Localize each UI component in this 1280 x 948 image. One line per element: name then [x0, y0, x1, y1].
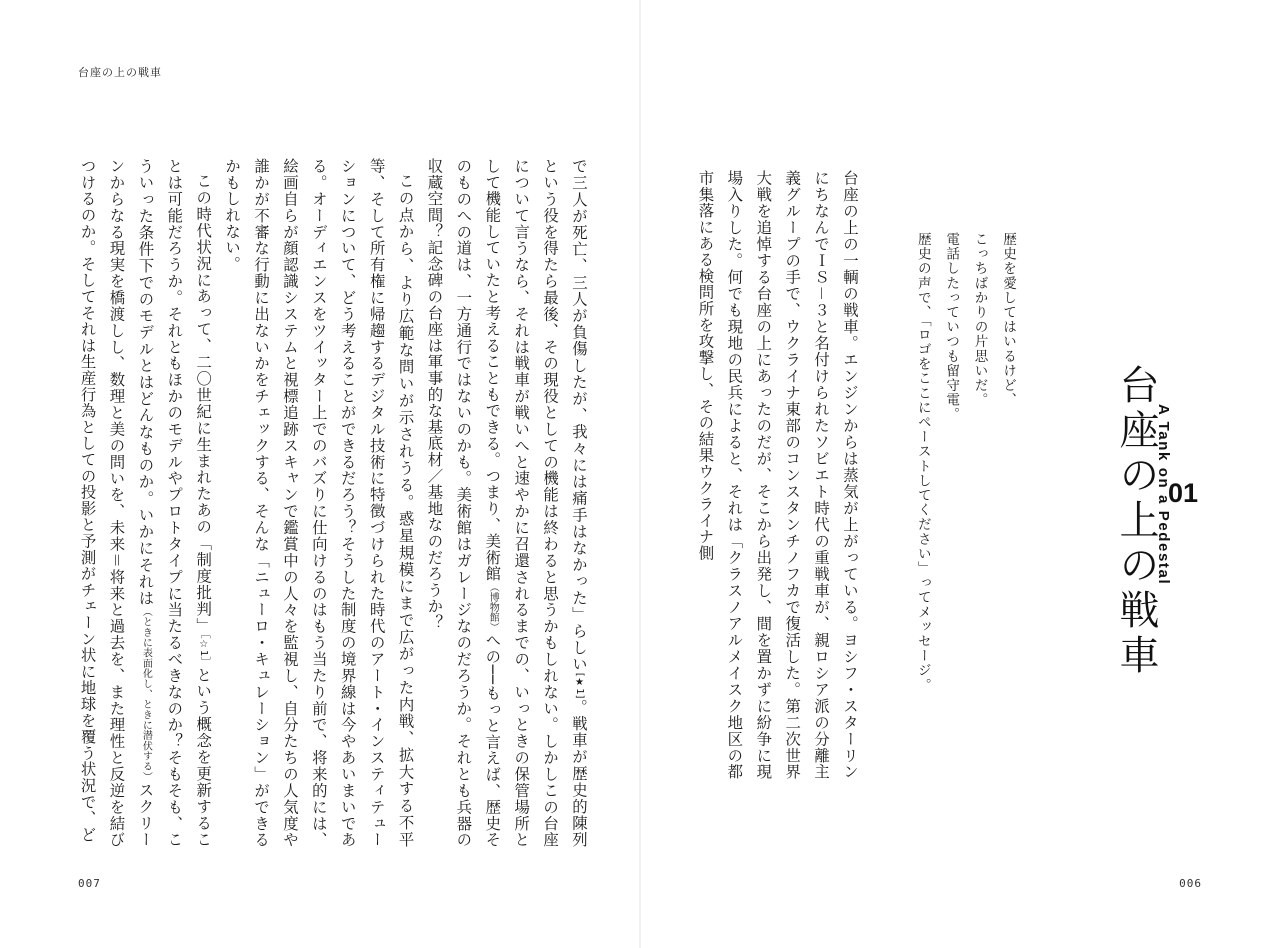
epigraph-line: こっちばかりの片思いだ。	[971, 232, 988, 408]
running-head: 台座の上の戦車	[78, 66, 162, 79]
page-number-right: 006	[1179, 877, 1202, 890]
epigraph-line: 電話したっていつも留守電。	[943, 232, 960, 422]
paragraph-2: この点から、より広範な問いが示されうる。惑星規模にまで広がった内戦、拡大する不平等、そして所有権に帰趨するデジタル技術に特徴づけられた時代のアート・インスティテューションについて、どう考えることができるだろう？そうした制度の境界線は今やあいまいである。オーディエンスをツイッター上でのバズりに仕向けるのはもう当たり前で、将来的には、絵画自らが顔認識システムと視標追跡スキャンで鑑賞中の人々を監視し、自分たちの人気度や誰かが不審な行動に出ないかをチェックする、そんな「ニューロ・キュレーション」ができるかもしれない。	[223, 158, 415, 848]
paragraph-3: この時代状況にあって、二〇世紀に生まれたあの「制度批判」［☆1］という概念を更新することは可能だろうか。それともほかのモデルやプロトタイプに当たるべきなのか？そもそも、こういった条件下でのモデルとはどんなものか。いかにそれは（ときに表面化し、ときに潜伏する）スクリーンからなる現実を橋渡しし、数理と美の問いを、未来＝将来と過去を、また理性と反逆を結びつけるのか。そしてそれは生産行為としての投影と予測がチェーン状に地球を覆う状況で、ど	[78, 158, 213, 848]
inline-note: （ときに表面化し、ときに潜伏する）	[140, 606, 152, 782]
footnote-marker: ［☆1］	[198, 634, 210, 668]
paragraph-1: で三人が死亡、三人が負傷したが、我々には痛手はなかった」らしい[★1]。戦車が歴史的陳列という役を得たら最後、その現役としての機能は終わると思うかもしれない。しかしこの台座について言うなら、それは戦車が戦いへと速やかに召還されるまでの、いっときの保管場所として機能していたと考えることもできる。つまり、美術館（博物館）への──もっと言えば、歴史そのものへの道は、一方通行ではないのかも。美術館はガレージなのだろうか。それとも兵器の収蔵空間？記念碑の台座は軍事的な基底材／基地なのだろうか？	[425, 158, 588, 848]
epigraph-line: 歴史の声で、「ロゴをここにペーストしてください」ってメッセージ。	[914, 232, 931, 693]
page-number-left: 007	[78, 877, 101, 890]
inline-note: （博物館）	[487, 581, 499, 632]
body-text-left	[78, 158, 593, 848]
chapter-title: 台座の上の戦車	[1113, 364, 1159, 679]
body-text-right	[696, 170, 864, 780]
epigraph-line: 歴史を愛してはいるけど、	[1000, 232, 1016, 408]
chapter-title-english: A Tank on a Pedestal	[1155, 404, 1172, 586]
footnote-marker: [★1]	[574, 672, 585, 699]
opening-paragraph: 台座の上の一輌の戦車。エンジンからは蒸気が上がっている。ヨシフ・スターリンにちなんでＩＳ－３と名付けられたソビエト時代の重戦車が、親ロシア派の分離主義グループの手で、ウクライナ東部のコンスタンチノフカで復活した。第二次世界大戦を追悼する台座の上にあったのだが、そこから出発し、間を置かずに紛争に現場入りした。何でも現地の民兵によると、それは「クラスノアルメイスク地区の都市集落にある検問所を攻撃し、その結果ウクライナ側	[696, 170, 859, 780]
chapter-number: 01	[1168, 478, 1199, 508]
epigraph	[912, 232, 1022, 732]
